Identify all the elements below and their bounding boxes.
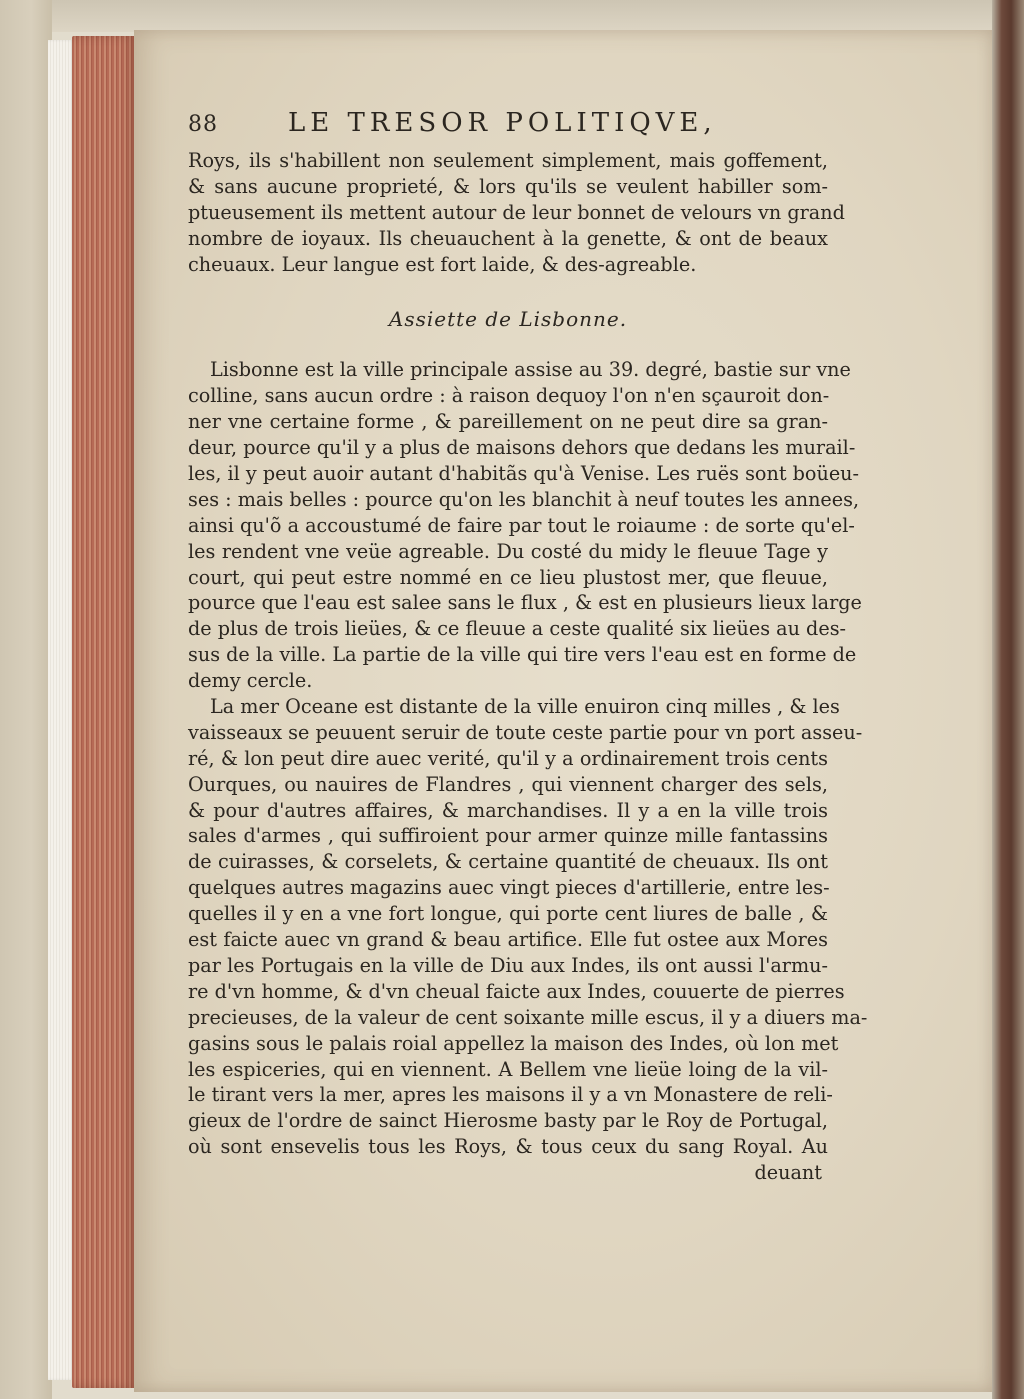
text-line: le tirant vers la mer, apres les maisons il y a vn Monastere de reli- bbox=[188, 1083, 833, 1107]
text-line: les, il y peut auoir autant d'habitãs qu'à Venise. Les ruës sont boüeu- bbox=[188, 462, 860, 486]
text-line: gasins sous le palais roial appellez la maison des Indes, où lon met bbox=[188, 1031, 839, 1055]
text-line: Ourques, ou nauires de Flandres , qui viennent charger des sels, bbox=[188, 772, 828, 796]
page-number: 88 bbox=[188, 112, 218, 137]
text-line: La mer Oceane est distante de la ville enuiron cinq milles , & les bbox=[210, 695, 840, 719]
text-line: par les Portugais en la ville de Diu aux Indes, ils ont aussi l'armu- bbox=[188, 953, 828, 977]
text-line: est faicte auec vn grand & beau artifice. Elle fut ostee aux Mores bbox=[188, 928, 828, 952]
text-line: où sont ensevelis tous les Roys, & tous ceux du sang Royal. Au bbox=[188, 1135, 828, 1159]
text-line: demy cercle. bbox=[188, 669, 313, 693]
text-line: & sans aucune proprieté, & lors qu'ils se veulent habiller som- bbox=[188, 174, 828, 198]
text-line: Roys, ils s'habillent non seulement simplement, mais goffement, bbox=[188, 149, 828, 172]
text-line: vaisseaux se peuuent seruir de toute ceste partie pour vn port asseu- bbox=[188, 720, 863, 744]
text-line: quelles il y en a vne fort longue, qui porte cent liures de balle , & bbox=[188, 902, 828, 926]
text-line: re d'vn homme, & d'vn cheual faicte aux Indes, couuerte de pierres bbox=[188, 979, 845, 1003]
text-line: sus de la ville. La partie de la ville qui tire vers l'eau est en forme de bbox=[188, 643, 857, 667]
running-title: LE TRESOR POLITIQVE, bbox=[288, 108, 717, 138]
text-line: precieuses, de la valeur de cent soixante mille escus, il y a diuers ma- bbox=[188, 1005, 868, 1029]
fore-edge-paper-stack bbox=[48, 40, 74, 1380]
paragraph-intro bbox=[188, 148, 845, 277]
paragraph-lisbonne bbox=[188, 357, 862, 694]
page-text-block bbox=[188, 98, 868, 1186]
text-line: ainsi qu'õ a accoustumé de faire par tout le roiaume : de sorte qu'el- bbox=[188, 513, 855, 537]
text-line: les espiceries, qui en viennent. A Bellem vne lieüe loing de la vil- bbox=[188, 1057, 828, 1081]
text-line: de cuirasses, & corselets, & certaine quantité de cheuaux. Ils ont bbox=[188, 850, 828, 874]
catchword: deuant bbox=[754, 1161, 822, 1185]
top-margin-board bbox=[52, 0, 992, 32]
paragraph-mer bbox=[188, 694, 868, 1160]
text-line: cheuaux. Leur langue est fort laide, & des-agreable. bbox=[188, 252, 697, 276]
left-binding-board bbox=[0, 0, 52, 1399]
running-head bbox=[188, 98, 828, 148]
text-line: & pour d'autres affaires, & marchandises. Il y a en la ville trois bbox=[188, 798, 828, 822]
text-line: ré, & lon peut dire auec verité, qu'il y a ordinairement trois cents bbox=[188, 746, 828, 770]
text-line: ses : mais belles : pource qu'on les blanchit à neuf toutes les annees, bbox=[188, 487, 860, 511]
text-line: gieux de l'ordre de sainct Hierosme basty par le Roy de Portugal, bbox=[188, 1109, 828, 1133]
text-line: sales d'armes , qui suffiroient pour armer quinze mille fantassins bbox=[188, 824, 828, 848]
right-binding-board bbox=[992, 0, 1024, 1399]
red-page-edges bbox=[72, 36, 136, 1388]
text-line: nombre de ioyaux. Ils cheuauchent à la genette, & ont de beaux bbox=[188, 226, 828, 250]
text-line: de plus de trois lieües, & ce fleuue a ceste qualité six lieües au des- bbox=[188, 617, 847, 641]
text-line: quelques autres magazins auec vingt pieces d'artillerie, entre les- bbox=[188, 876, 830, 900]
text-line: les rendent vne veüe agreable. Du costé du midy le fleuue Tage y bbox=[188, 539, 828, 563]
text-line: Lisbonne est la ville principale assise au 39. degré, bastie sur vne bbox=[210, 358, 851, 382]
text-line: ner vne certaine forme , & pareillement on ne peut dire sa gran- bbox=[188, 410, 828, 434]
text-line: colline, sans aucun ordre : à raison dequoy l'on n'en sçauroit don- bbox=[188, 384, 830, 408]
text-line: court, qui peut estre nommé en ce lieu plustost mer, que fleuue, bbox=[188, 565, 828, 589]
text-line: pource que l'eau est salee sans le flux , & est en plusieurs lieux large bbox=[188, 591, 862, 615]
text-line: ptueusement ils mettent autour de leur bonnet de velours vn grand bbox=[188, 200, 845, 224]
text-line: deur, pource qu'il y a plus de maisons dehors que dedans les murail- bbox=[188, 436, 856, 460]
section-heading: Assiette de Lisbonne. bbox=[388, 307, 628, 332]
